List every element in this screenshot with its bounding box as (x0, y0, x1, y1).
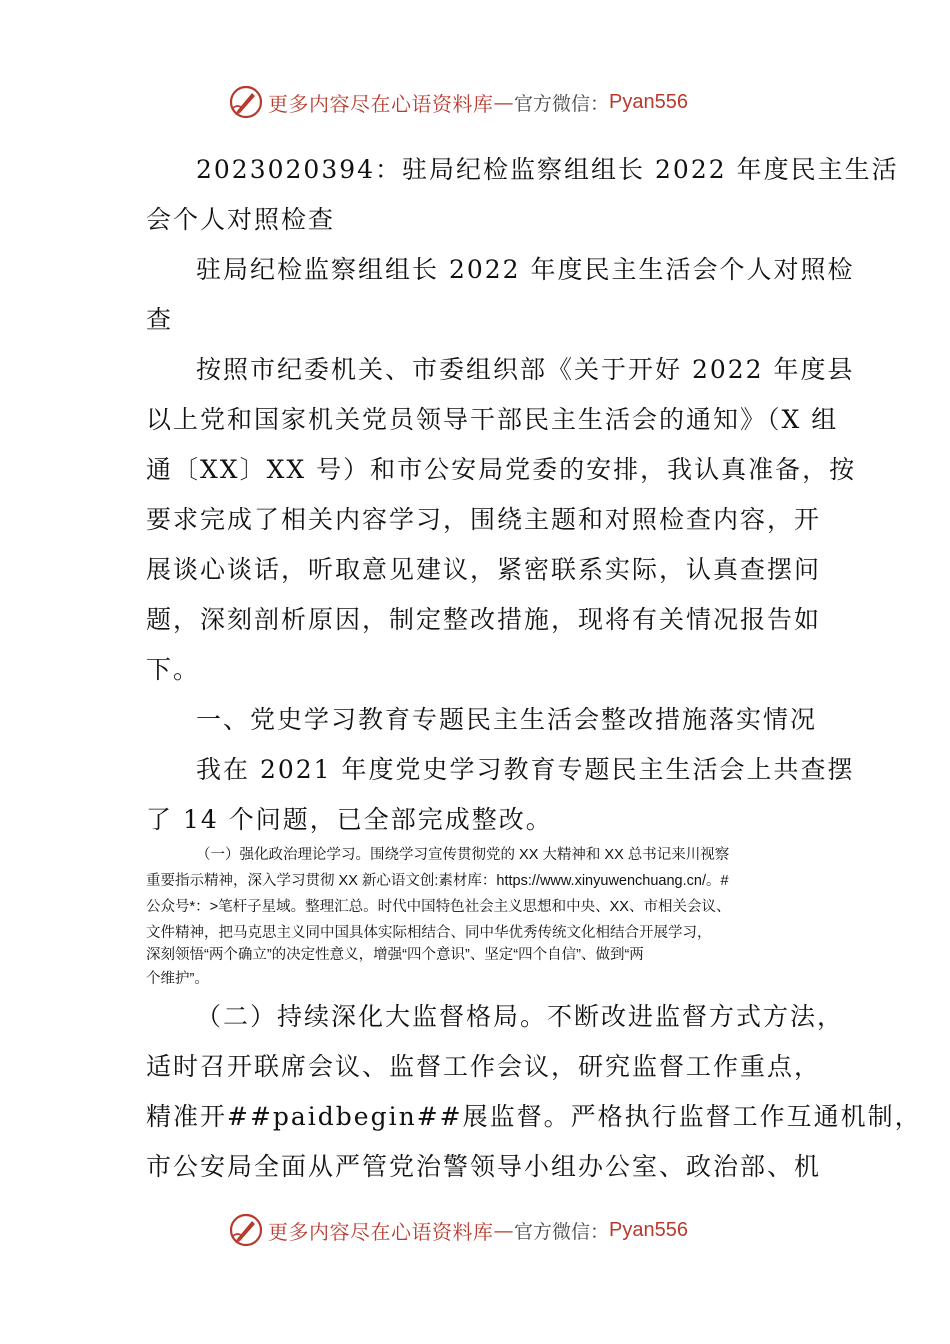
paragraph-line: 展谈心谈话，听取意见建议，紧密联系实际，认真查摆问 (146, 555, 822, 584)
banner-dash: — (493, 90, 514, 114)
doc-title-line-1: 2023020394：驻局纪检监察组组长 2022 年度民主生活 (196, 155, 899, 184)
banner-wechat-handle: Pyan556 (609, 90, 688, 113)
banner-title: 更多内容尽在心语资料库 (268, 91, 494, 116)
paragraph-line: 下。 (146, 655, 201, 684)
small-paragraph-line: （一）强化政治理论学习。围绕学习宣传贯彻党的 XX 大精神和 XX 总书记来川视察 (196, 847, 730, 863)
pen-logo-icon (228, 84, 264, 120)
doc-title-line-2: 会个人对照检查 (146, 205, 336, 234)
paragraph-line: 了 14 个问题，已全部完成整改。 (146, 805, 553, 834)
small-paragraph-line: 深刻领悟“两个确立”的决定性意义，增强“四个意识”、坚定“四个自信”、做到“两 (146, 947, 644, 963)
paragraph-line: 适时召开联席会议、监督工作会议，研究监督工作重点， (146, 1052, 822, 1081)
paragraph-line: 市公安局全面从严管党治警领导小组办公室、政治部、机 (146, 1152, 822, 1181)
banner-wechat-label: 官方微信： (514, 1220, 610, 1243)
small-paragraph-line: 重要指示精神，深入学习贯彻 XX 新心语文创:素材库：https://www.xinyuwenchuang.cn/。# (146, 873, 729, 889)
banner-dash: — (493, 1218, 514, 1242)
paragraph-line: 通〔XX〕XX 号）和市公安局党委的安排，我认真准备，按 (146, 455, 857, 484)
section-heading: 一、党史学习教育专题民主生活会整改措施落实情况 (196, 705, 818, 734)
paragraph-line: 题，深刻剖析原因，制定整改措施，现将有关情况报告如 (146, 605, 822, 634)
header-banner (0, 80, 950, 124)
small-paragraph-line: 公众号*：>笔杆子星域。整理汇总。时代中国特色社会主义思想和中央、XX、市相关会议、 (146, 899, 731, 915)
paragraph-line: 精准开##paidbegin##展监督。严格执行监督工作互通机制， (146, 1102, 922, 1131)
paragraph-line: 我在 2021 年度党史学习教育专题民主生活会上共查摆 (196, 755, 855, 784)
paragraph-line: 以上党和国家机关党员领导干部民主生活会的通知》（X 组 (146, 405, 839, 434)
subtitle-line-1: 驻局纪检监察组组长 2022 年度民主生活会个人对照检 (196, 255, 855, 284)
banner-title: 更多内容尽在心语资料库 (268, 1219, 494, 1244)
banner-wechat-label: 官方微信： (514, 92, 610, 115)
paragraph-line: 按照市纪委机关、市委组织部《关于开好 2022 年度县 (196, 355, 855, 384)
footer-banner (0, 1208, 950, 1252)
small-paragraph-line: 文件精神，把马克思主义同中国具体实际相结合、同中华优秀传统文化相结合开展学习， (146, 925, 712, 941)
paragraph-line: （二）持续深化大监督格局。不断改进监督方式方法， (196, 1002, 845, 1031)
subtitle-line-2: 查 (146, 305, 174, 334)
small-paragraph-line: 个维护”。 (146, 971, 209, 987)
paragraph-line: 要求完成了相关内容学习，围绕主题和对照检查内容，开 (146, 505, 822, 534)
banner-wechat-handle: Pyan556 (609, 1218, 688, 1241)
pen-logo-icon (228, 1212, 264, 1248)
